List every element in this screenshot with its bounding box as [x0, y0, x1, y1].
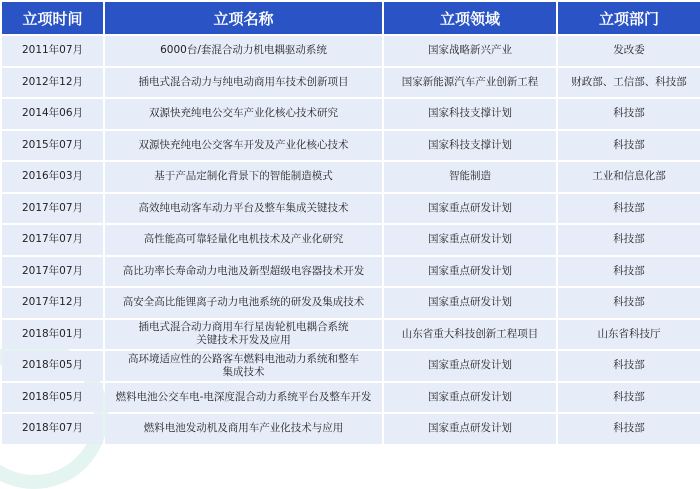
- cell-field: 智能制造: [384, 162, 556, 192]
- cell-department: 财政部、工信部、科技部: [558, 68, 700, 98]
- cell-name: 高效纯电动客车动力平台及整车集成关键技术: [105, 194, 382, 224]
- table-row: [2, 257, 700, 287]
- cell-date: 2018年01月: [2, 320, 103, 350]
- cell-department: 山东省科技厅: [558, 320, 700, 350]
- cell-name: 燃料电池公交车电-电深度混合动力系统平台及整车开发: [105, 383, 382, 413]
- cell-department: 科技部: [558, 414, 700, 444]
- table-row: [2, 351, 700, 381]
- table-body: [2, 36, 700, 444]
- cell-date: 2017年07月: [2, 225, 103, 255]
- header-name: 立项名称: [105, 2, 382, 34]
- cell-field: 国家重点研发计划: [384, 383, 556, 413]
- cell-date: 2018年07月: [2, 414, 103, 444]
- cell-date: 2012年12月: [2, 68, 103, 98]
- table-row: [2, 36, 700, 66]
- table-row: [2, 162, 700, 192]
- header-department: 立项部门: [558, 2, 700, 34]
- cell-name: 6000台/套混合动力机电耦驱动系统: [105, 36, 382, 66]
- table-row: [2, 383, 700, 413]
- cell-name: 燃料电池发动机及商用车产业化技术与应用: [105, 414, 382, 444]
- table-row: [2, 414, 700, 444]
- cell-department: 科技部: [558, 194, 700, 224]
- table-row: [2, 131, 700, 161]
- cell-department: 科技部: [558, 225, 700, 255]
- cell-name: 高安全高比能锂离子动力电池系统的研发及集成技术: [105, 288, 382, 318]
- cell-field: 国家科技支撑计划: [384, 131, 556, 161]
- cell-department: 科技部: [558, 383, 700, 413]
- cell-field: 国家新能源汽车产业创新工程: [384, 68, 556, 98]
- cell-field: 国家重点研发计划: [384, 225, 556, 255]
- table-row: [2, 68, 700, 98]
- table-row: [2, 99, 700, 129]
- table-header-row: [2, 2, 700, 34]
- cell-field: 国家重点研发计划: [384, 257, 556, 287]
- cell-name: 插电式混合动力商用车行星齿轮机电耦合系统 关键技术开发及应用: [105, 320, 382, 350]
- cell-field: 国家重点研发计划: [384, 351, 556, 381]
- cell-name: 高比功率长寿命动力电池及新型超级电容器技术开发: [105, 257, 382, 287]
- cell-date: 2014年06月: [2, 99, 103, 129]
- cell-date: 2017年07月: [2, 194, 103, 224]
- cell-name: 双源快充纯电公交客车开发及产业化核心技术: [105, 131, 382, 161]
- cell-field: 国家重点研发计划: [384, 288, 556, 318]
- cell-department: 科技部: [558, 351, 700, 381]
- cell-field: 国家重点研发计划: [384, 414, 556, 444]
- cell-department: 科技部: [558, 257, 700, 287]
- table-row: [2, 320, 700, 350]
- header-field: 立项领域: [384, 2, 556, 34]
- cell-department: 科技部: [558, 99, 700, 129]
- cell-department: 科技部: [558, 288, 700, 318]
- table-row: [2, 288, 700, 318]
- cell-name: 插电式混合动力与纯电动商用车技术创新项目: [105, 68, 382, 98]
- table-row: [2, 225, 700, 255]
- cell-date: 2018年05月: [2, 351, 103, 381]
- cell-date: 2016年03月: [2, 162, 103, 192]
- cell-name: 双源快充纯电公交车产业化核心技术研究: [105, 99, 382, 129]
- cell-field: 国家科技支撑计划: [384, 99, 556, 129]
- cell-department: 发改委: [558, 36, 700, 66]
- table-row: [2, 194, 700, 224]
- cell-date: 2011年07月: [2, 36, 103, 66]
- cell-name: 高性能高可靠轻量化电机技术及产业化研究: [105, 225, 382, 255]
- cell-date: 2015年07月: [2, 131, 103, 161]
- header-date: 立项时间: [2, 2, 103, 34]
- cell-field: 国家重点研发计划: [384, 194, 556, 224]
- cell-date: 2017年07月: [2, 257, 103, 287]
- cell-name: 高环境适应性的公路客车燃料电池动力系统和整车 集成技术: [105, 351, 382, 381]
- cell-name: 基于产品定制化背景下的智能制造模式: [105, 162, 382, 192]
- cell-field: 国家战略新兴产业: [384, 36, 556, 66]
- cell-department: 科技部: [558, 131, 700, 161]
- cell-department: 工业和信息化部: [558, 162, 700, 192]
- cell-date: 2017年12月: [2, 288, 103, 318]
- cell-field: 山东省重大科技创新工程项目: [384, 320, 556, 350]
- cell-date: 2018年05月: [2, 383, 103, 413]
